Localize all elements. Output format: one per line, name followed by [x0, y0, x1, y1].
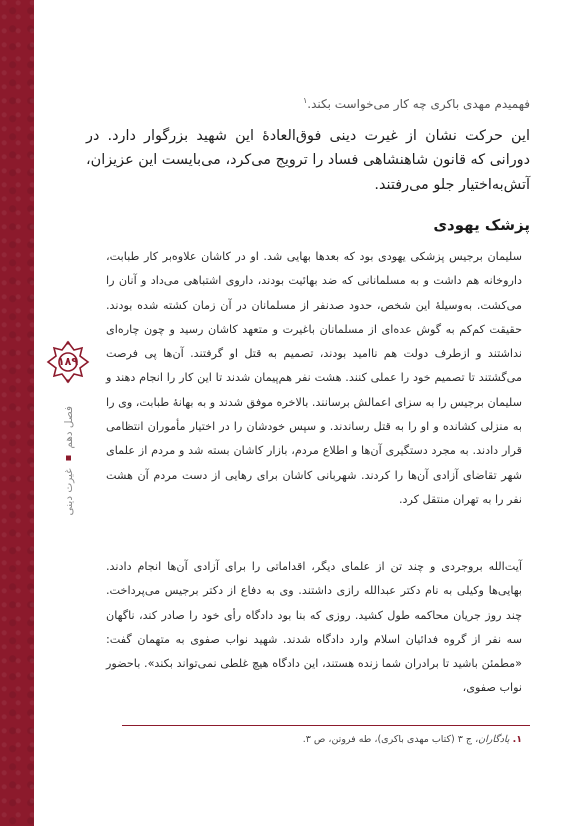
- quote-text: فهمیدم مهدی باکری چه کار می‌خواست بکند.: [307, 97, 530, 111]
- running-head-title: غیرت دینی: [63, 468, 75, 516]
- footnote-details: ، ج ۳ (کتاب مهدی باکری)، طه فروتن، ص ۳.: [302, 734, 479, 745]
- footnote-source-title: یادگاران: [478, 734, 510, 745]
- body-paragraph-2: آیت‌الله بروجردی و چند تن از علمای دیگر، اقداماتی را برای آزادی آن‌ها انجام دادند. بهایی‌ها وکیلی به نام دکتر عبدالله رازی داشتند. وی به دفاع از دکتر برجیس می‌پرداخت. چند روز جریان محاکمه طول کشید. روزی که بنا بود دادگاه رأی خود را صادر کند، ناگهان سه نفر از گروه فدائیان اسلام وارد دادگاه شدند. شهید نواب صفوی به متهمان گفت: «مطمئن باشید تا برادران شما زنده هستند، این دادگاه هیچ غلطی نمی‌تواند بکند». باحضور نواب صفوی،: [106, 560, 522, 695]
- footnote: [106, 734, 522, 745]
- running-head: [58, 396, 80, 526]
- footnote-marker[interactable]: ۱: [302, 96, 308, 105]
- separator-icon: [67, 456, 72, 461]
- section-heading: پزشک یهودی: [433, 216, 530, 234]
- decorative-side-strip: [0, 0, 34, 826]
- quote-line: [110, 96, 530, 111]
- running-head-chapter: فصل دهم: [63, 406, 75, 449]
- footnote-number: ۱.: [512, 734, 522, 745]
- footnote-divider: [122, 725, 530, 726]
- page-margin-marker: [44, 340, 94, 540]
- intro-paragraph: این حرکت نشان از غیرت دینی فوق‌العادهٔ این شهید بزرگوار دارد. در دورانی که قانون شاهنشاهی فساد را ترویج می‌کرد، می‌بایست این عزیزان، آتش‌به‌اختیار جلو می‌رفتند.: [86, 128, 530, 193]
- page-number: ۱۸۹: [57, 355, 79, 368]
- body-paragraph-1: سلیمان برجیس پزشکی یهودی بود که بعدها بهایی شد. او در کاشان علاوه‌بر کار طبابت، داروخانه هم داشت و به مسلمانانی که ضد بهائیت بودند، داروی اشتباهی می‌داد و آنان را می‌کشت. به‌وسیلهٔ این شخص، حدود صدنفر از مسلمانان در آن زمان کشته شده بودند. حقیقت کم‌کم به گوش عده‌ای از مسلمانان باغیرت و متعهد کاشان رسید و چون چاره‌ای نداشتند و ازطرف دولت هم ناامید بودند، تصمیم به قتل او گرفتند. آن‌ها پی فرصت می‌گشتند تا تصمیم خود را عملی کنند. هشت نفر هم‌پیمان شدند تا این کار را انجام دهند و سلیمان برجیس را به سزای اعمالش برسانند. بالاخره موفق شدند و به بهانهٔ طبابت، وی را به منزلی کشانده و او را به قتل رساندند. و سپس خودشان را در اختیار مأموران انتظامی قرار دادند. به مجرد دستگیری آن‌ها و اطلاع مردم، بازار کاشان بسته شد و مردم از علمای شهر تقاضای آزادی آن‌ها را کردند. شهربانی کاشان برای رهایی از دست مردم آن هشت نفر را به تهران منتقل کرد.: [106, 250, 522, 506]
